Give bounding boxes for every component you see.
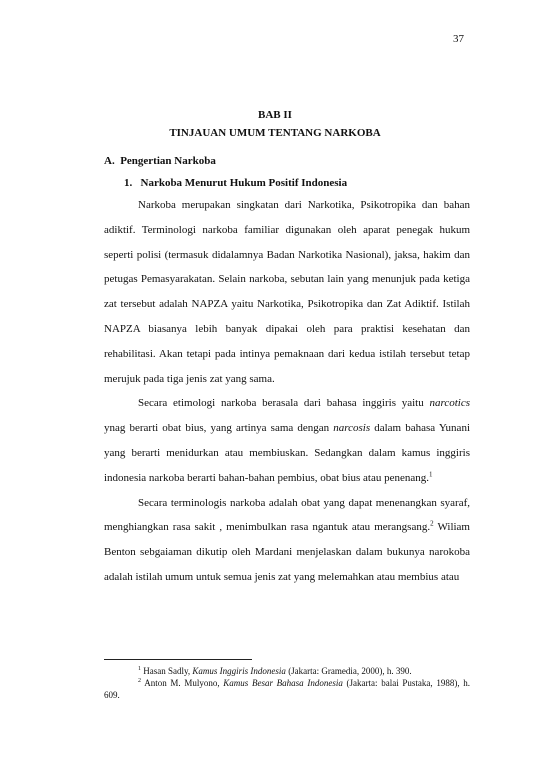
footnote-ref-2[interactable]: 2 xyxy=(430,519,434,528)
footnote-2-publication: (Jakarta: balai Pustaka, 1988), h. 609. xyxy=(104,678,471,700)
chapter-heading xyxy=(0,106,550,142)
footnote-1 xyxy=(104,665,470,677)
footnote-1-number: 1 xyxy=(138,666,141,672)
term-narcotics: narcotics xyxy=(429,397,470,410)
footnote-2 xyxy=(104,677,470,701)
footnotes xyxy=(104,665,470,701)
paragraph-2-text-c: ynag berarti obat bius, yang artinya sama dengan xyxy=(104,422,334,435)
footnote-1-title: Kamus Inggiris Indonesia xyxy=(192,666,286,676)
chapter-label: BAB II xyxy=(258,109,292,121)
footnote-2-author: Anton M. Mulyono, xyxy=(141,678,224,688)
paragraph-2-text-a: Secara etimologi narkoba berasala dari bahasa inggiris yaitu xyxy=(138,397,430,410)
footnote-2-title: Kamus Besar Bahasa Indonesia xyxy=(223,678,343,688)
body-text xyxy=(104,193,470,590)
footnote-ref-1[interactable]: 1 xyxy=(429,470,433,479)
footnote-divider xyxy=(104,659,252,660)
chapter-title: TINJAUAN UMUM TENTANG NARKOBA xyxy=(169,127,381,139)
footnote-1-publication: (Jakarta: Gramedia, 2000), h. 390. xyxy=(285,666,412,676)
paragraph-1: Narkoba merupakan singkatan dari Narkotika, Psikotropika dan bahan adiktif. Terminologi narkoba familiar digunakan oleh aparat penegak hukum seperti polisi (termasuk didalamnya Badan Narkotika Nasional), jaksa, hakim dan petugas Pemasyarakatan. Selain narkoba, sebutan lain yang menunjuk pada ketiga zat tersebut adalah NAPZA yaitu Narkotika, Psikotropika dan Zat Adiktif. Istilah NAPZA biasanya lebih banyak dipakai oleh para praktisi kesehatan dan rehabilitasi. Akan tetapi pada intinya pemaknaan dari kedua istilah tersebut tetap merujuk pada tiga jenis zat yang sama. xyxy=(104,199,470,385)
paragraph-3-text-b: Wiliam Benton sebgaiaman dikutip oleh Mardani menjelaskan dalam bukunya narokoba adalah istilah umum untuk semua jenis zat yang melemahkan atau membius atau xyxy=(104,521,470,583)
term-narcosis: narcosis xyxy=(333,422,371,435)
footnote-2-number: 2 xyxy=(138,678,141,684)
paragraph-3 xyxy=(104,491,470,590)
paragraph-2 xyxy=(104,391,470,490)
subsection-heading-1: 1. Narkoba Menurut Hukum Positif Indonesia xyxy=(124,177,348,189)
paragraph-2-text-e: dalam bahasa Yunani yang berarti menidurkan atau membiuskan. Sedangkan dalam kamus inggiris indonesia narkoba berarti bahan-bahan pembius, obat bius atau penenang. xyxy=(104,422,470,484)
page-number: 37 xyxy=(453,33,464,45)
paragraph-3-text-a: Secara terminologis narkoba adalah obat yang dapat menenangkan syaraf, menghiangkan rasa sakit , menimbulkan rasa ngantuk atau merangsang. xyxy=(104,496,470,534)
section-heading-a: A. Pengertian Narkoba xyxy=(104,155,216,167)
footnote-1-author: Hasan Sadly, xyxy=(141,666,193,676)
